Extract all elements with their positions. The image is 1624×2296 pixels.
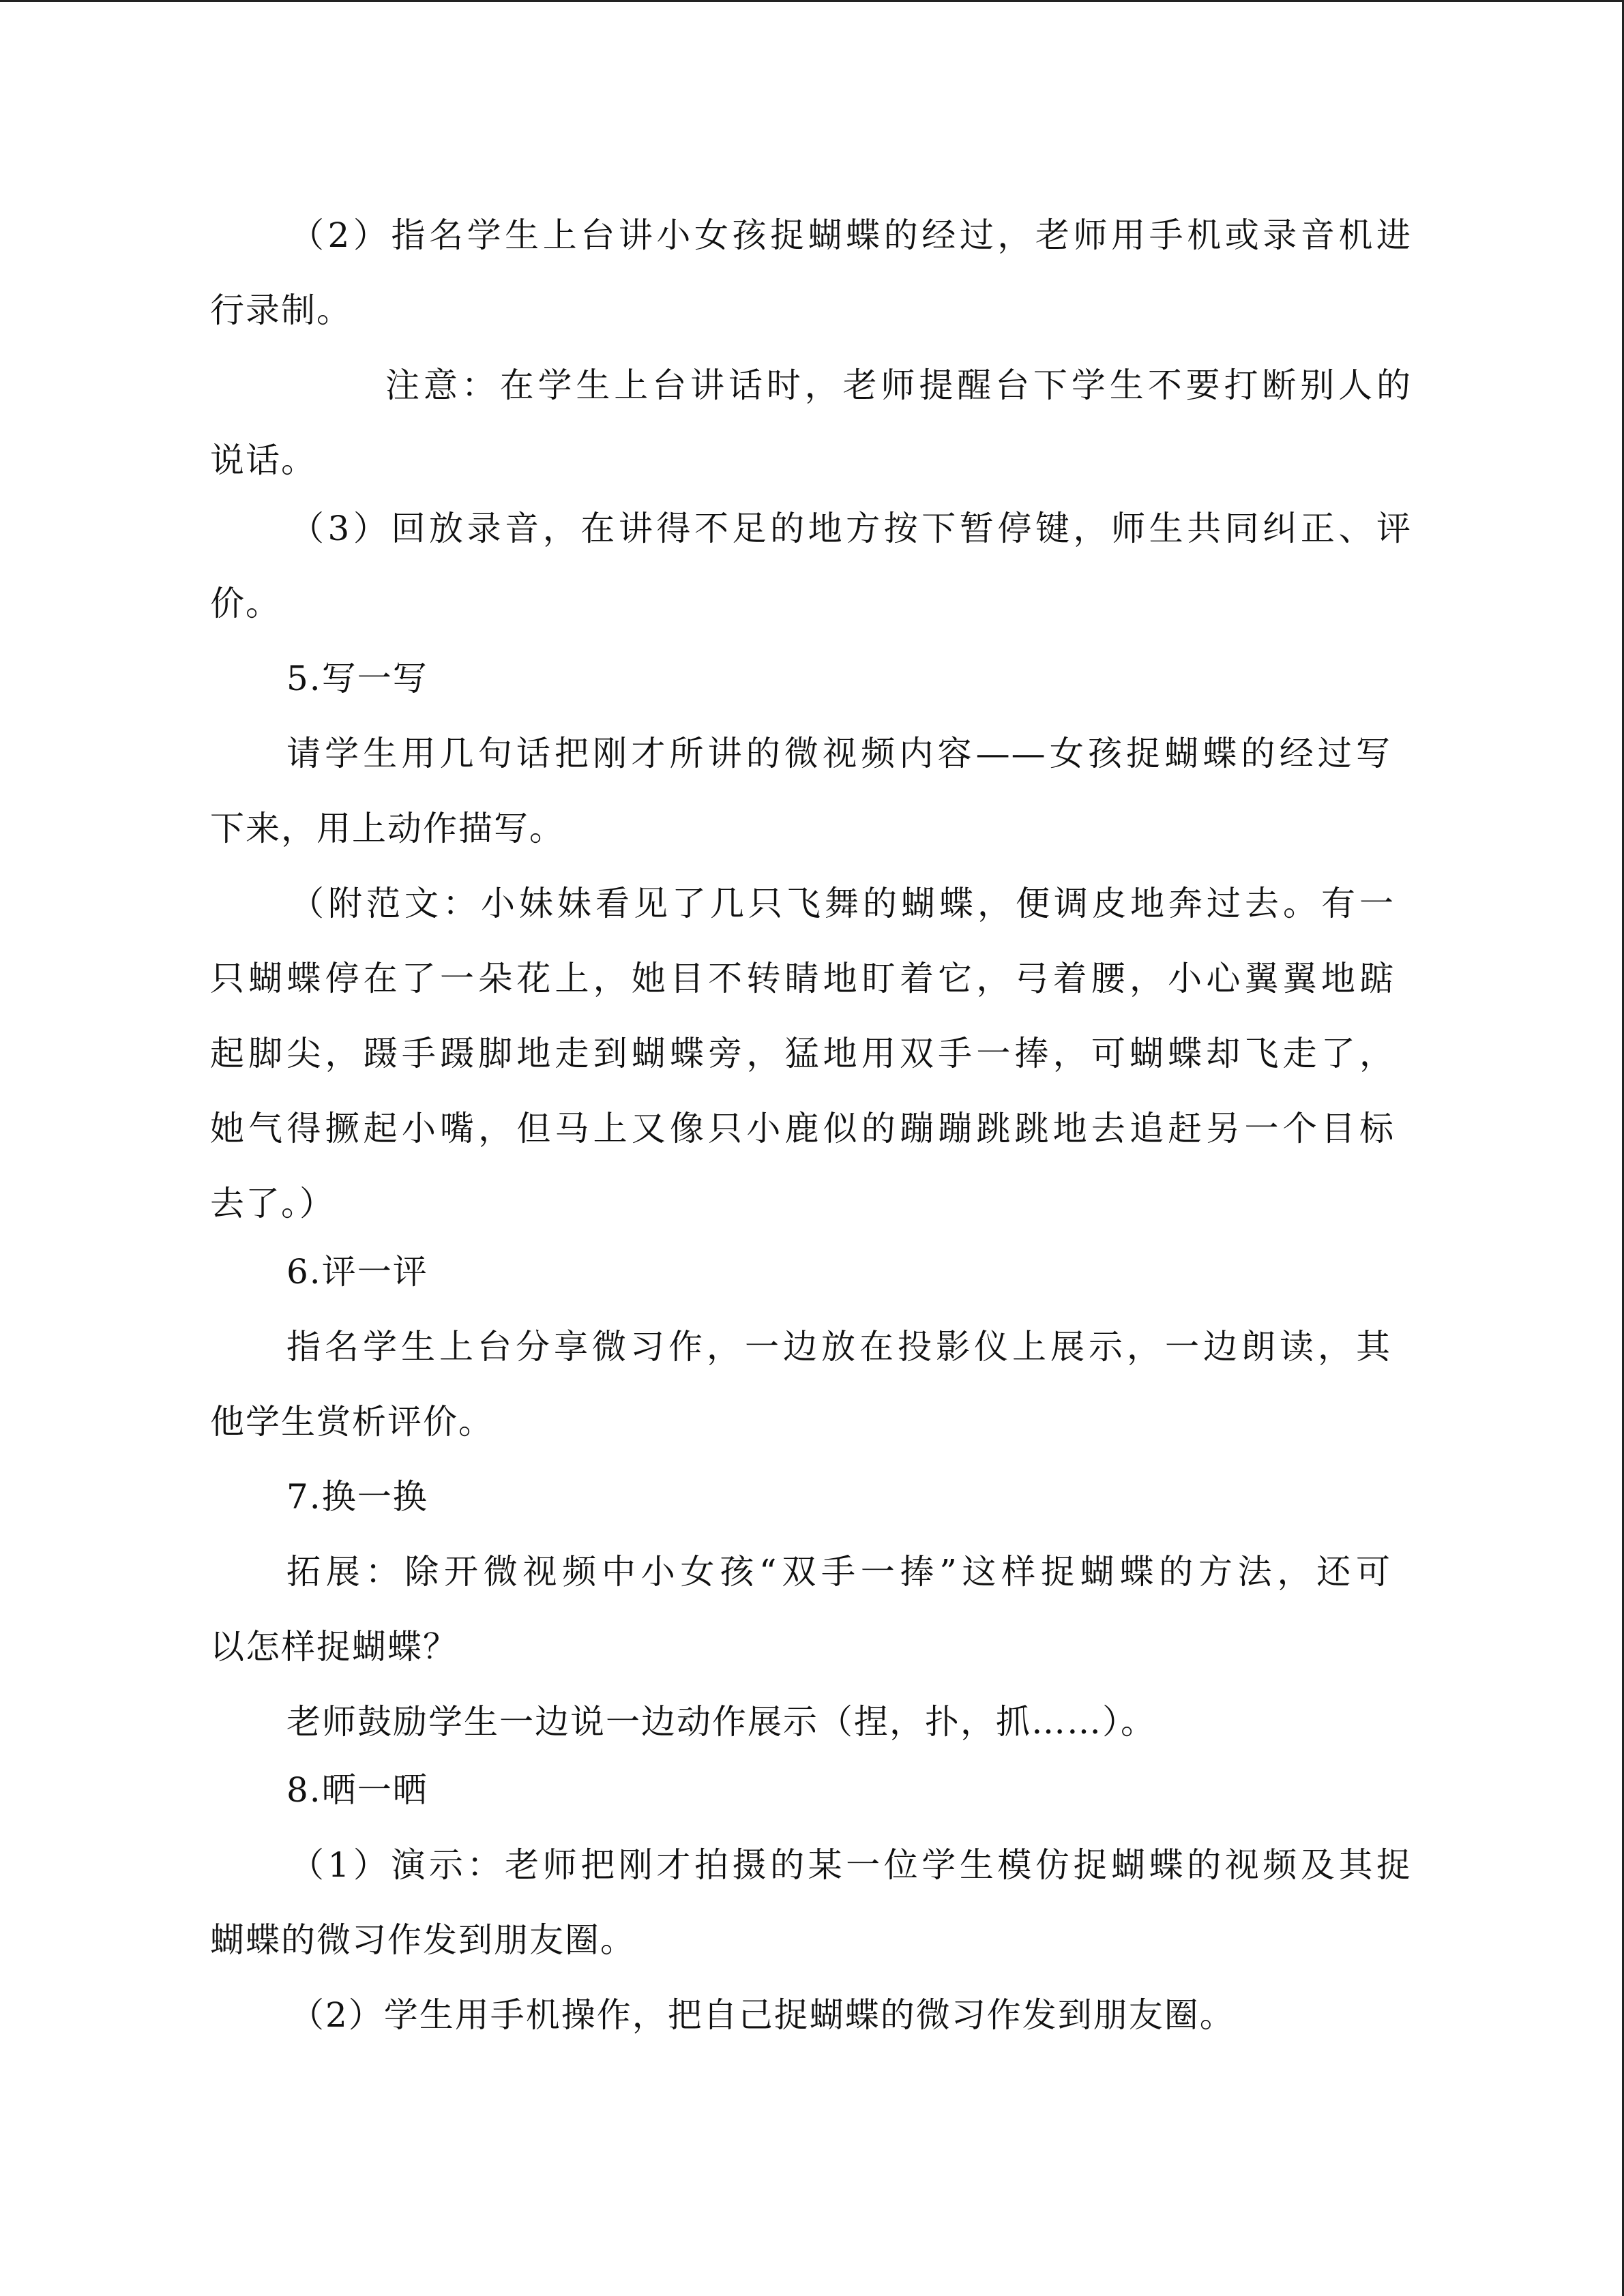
paragraph-line: 说话。: [210, 441, 316, 480]
paragraph-line: （3）回放录音，在讲得不足的地方按下暂停键，师生共同纠正、评: [290, 509, 1412, 548]
section-heading: 6.评一评: [286, 1252, 428, 1292]
page-border-top: [0, 0, 1624, 2]
paragraph-line: 蝴蝶的微习作发到朋友圈。: [210, 1920, 636, 1960]
section-heading: 8.晒一晒: [286, 1770, 428, 1810]
paragraph-line: 请学生用几句话把刚才所讲的微视频内容——女孩捉蝴蝶的经过写: [286, 734, 1391, 773]
paragraph-line: 起脚尖，蹑手蹑脚地走到蝴蝶旁，猛地用双手一捧，可蝴蝶却飞走了，: [210, 1034, 1395, 1073]
paragraph-line: （2）学生用手机操作，把自己捉蝴蝶的微习作发到朋友圈。: [290, 1995, 1235, 2035]
paragraph-line: 行录制。: [210, 290, 352, 330]
paragraph-line: 价。: [210, 584, 281, 623]
paragraph-line: （1）演示：老师把刚才拍摄的某一位学生模仿捉蝴蝶的视频及其捉: [290, 1845, 1412, 1885]
paragraph-line: 以怎样捉蝴蝶？: [210, 1627, 458, 1667]
section-heading: 5.写一写: [286, 659, 428, 698]
section-heading: 7.换一换: [286, 1477, 428, 1517]
paragraph-line: 注意：在学生上台讲话时，老师提醒台下学生不要打断别人的: [385, 366, 1412, 405]
paragraph-line: 去了。）: [210, 1184, 335, 1223]
paragraph-line: 拓展：除开微视频中小女孩“双手一捧”这样捉蝴蝶的方法，还可: [286, 1552, 1391, 1592]
paragraph-line: 他学生赏析评价。: [210, 1402, 494, 1442]
paragraph-line: （2）指名学生上台讲小女孩捉蝴蝶的经过，老师用手机或录音机进: [290, 215, 1412, 255]
paragraph-line: （附范文：小妹妹看见了几只飞舞的蝴蝶，便调皮地奔过去。有一: [290, 884, 1395, 923]
paragraph-line: 老师鼓励学生一边说一边动作展示（捏，扑，抓……）。: [286, 1702, 1156, 1742]
paragraph-line: 只蝴蝶停在了一朵花上，她目不转睛地盯着它，弓着腰，小心翼翼地踮: [210, 959, 1395, 998]
paragraph-line: 她气得撅起小嘴，但马上又像只小鹿似的蹦蹦跳跳地去追赶另一个目标: [210, 1109, 1395, 1148]
paragraph-line: 下来，用上动作描写。: [210, 809, 565, 848]
paragraph-line: 指名学生上台分享微习作，一边放在投影仪上展示，一边朗读，其: [286, 1327, 1391, 1367]
